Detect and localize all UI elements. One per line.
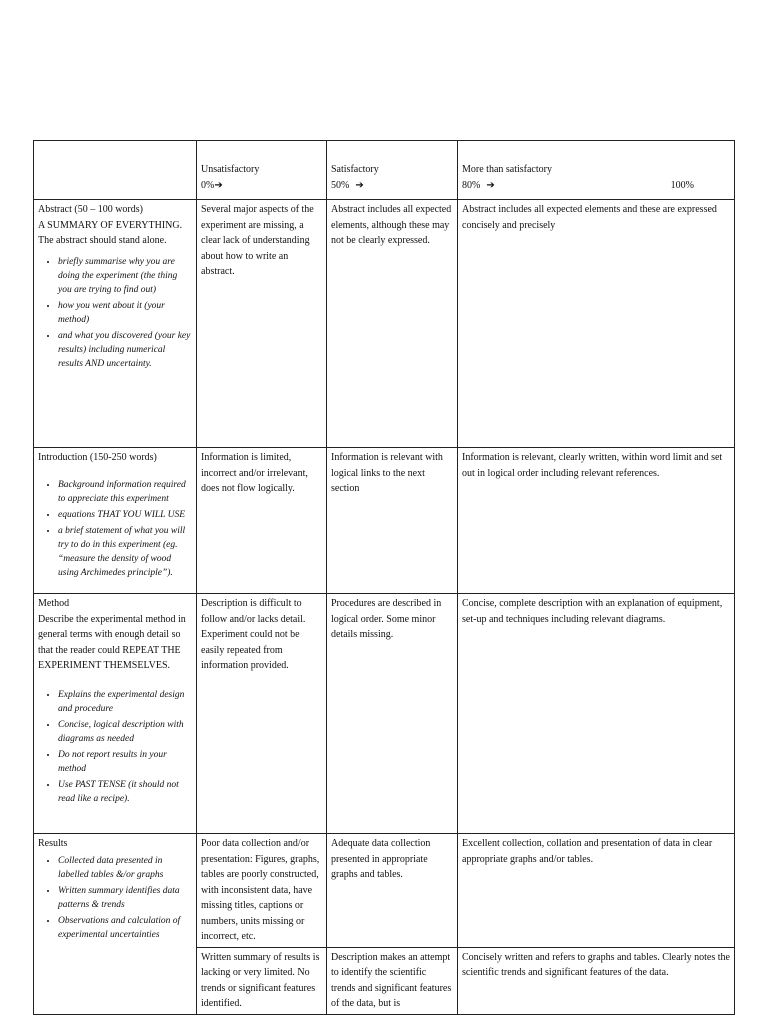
list-item: • equations THAT YOU WILL USE (58, 508, 192, 522)
introduction-unsatisfactory: Information is limited, incorrect and/or irrelevant, does not flow logically. (197, 448, 327, 594)
section-description: Describe the experimental method in general terms with enough detail so that the reader could REPEAT THE EXPERIMENT THEMSELVES. (38, 613, 186, 671)
results-presentation-more-than-satisfactory: Excellent collection, collation and presentation of data in clear appropriate graphs and/or tables. (458, 834, 735, 948)
header-row (34, 141, 735, 200)
level-percent: 50% (331, 179, 350, 191)
section-title: Introduction (150-250 words) (38, 452, 157, 463)
list-item: • Observations and calculation of experimental uncertainties (58, 914, 192, 942)
abstract-unsatisfactory: Several major aspects of the experiment are missing, a clear lack of understanding about how to write an abstract. (197, 200, 327, 448)
method-row (34, 594, 735, 834)
level-title: Satisfactory (331, 164, 379, 175)
arrow-icon: ➔ (355, 179, 364, 191)
list-item: • Concise, logical description with diagrams as needed (58, 718, 192, 746)
list-item: • Use PAST TENSE (it should not read like a recipe). (58, 778, 192, 806)
level-title: More than satisfactory (462, 164, 552, 175)
abstract-criteria (34, 200, 197, 448)
list-item: • Do not report results in your method (58, 748, 192, 776)
bullet-list (38, 688, 192, 806)
bullet-list (38, 854, 192, 942)
introduction-criteria (34, 448, 197, 594)
bullet-list (38, 255, 192, 371)
section-title: Abstract (50 – 100 words) (38, 204, 143, 215)
abstract-satisfactory: Abstract includes all expected elements, although these may not be clearly expressed. (327, 200, 458, 448)
introduction-more-than-satisfactory: Information is relevant, clearly written, within word limit and set out in logical order including relevant references. (458, 448, 735, 594)
results-summary-more-than-satisfactory: Concisely written and refers to graphs and tables. Clearly notes the scientific trends and significant features of the data. (458, 947, 735, 1014)
level-percent-low: 80% (462, 179, 481, 191)
abstract-row (34, 200, 735, 448)
header-unsatisfactory (197, 141, 327, 200)
results-criteria (34, 834, 197, 1015)
results-presentation-unsatisfactory: Poor data collection and/or presentation: Figures, graphs, tables are poorly constructed, with inconsistent data, have missing titles, captions or numbers, units missing or incorrect, etc. (197, 834, 327, 948)
method-unsatisfactory: Description is difficult to follow and/or lacks detail. Experiment could not be easily repeated from information provided. (197, 594, 327, 834)
abstract-more-than-satisfactory: Abstract includes all expected elements and these are expressed concisely and precisely (458, 200, 735, 448)
list-item: • and what you discovered (your key results) including numerical results AND uncertainty. (58, 329, 192, 371)
list-item: • briefly summarise why you are doing the experiment (the thing you are trying to find out) (58, 255, 192, 297)
header-satisfactory (327, 141, 458, 200)
level-percent: 0% (201, 179, 215, 191)
introduction-row (34, 448, 735, 594)
results-presentation-satisfactory: Adequate data collection presented in appropriate graphs and tables. (327, 834, 458, 948)
list-item: • Explains the experimental design and procedure (58, 688, 192, 716)
level-percent-high: 100% (670, 179, 694, 191)
list-item: • how you went about it (your method) (58, 299, 192, 327)
level-title: Unsatisfactory (201, 164, 260, 175)
introduction-satisfactory: Information is relevant with logical links to the next section (327, 448, 458, 594)
marking-rubric-table (33, 140, 735, 1015)
results-row-1 (34, 834, 735, 948)
section-summary: A SUMMARY OF EVERYTHING. The abstract should stand alone. (38, 219, 183, 246)
list-item: • Collected data presented in labelled tables &/or graphs (58, 854, 192, 882)
method-satisfactory: Procedures are described in logical order. Some minor details missing. (327, 594, 458, 834)
list-item: • Background information required to appreciate this experiment (58, 478, 192, 506)
arrow-icon: ➔ (486, 179, 495, 191)
results-summary-unsatisfactory: Written summary of results is lacking or very limited. No trends or significant features identified. (197, 947, 327, 1014)
method-more-than-satisfactory: Concise, complete description with an explanation of equipment, set-up and techniques including relevant diagrams. (458, 594, 735, 834)
header-more-than-satisfactory (458, 141, 735, 200)
bullet-list (38, 478, 192, 580)
results-summary-satisfactory: Description makes an attempt to identify the scientific trends and significant features of the data, but is (327, 947, 458, 1014)
arrow-icon: ➔ (214, 179, 223, 191)
list-item: • a brief statement of what you will try to do in this experiment (eg. “measure the density of wood using Archimedes principle”). (58, 524, 192, 580)
header-empty-cell (34, 141, 197, 200)
list-item: • Written summary identifies data patterns & trends (58, 884, 192, 912)
method-criteria (34, 594, 197, 834)
section-title: Results (38, 838, 68, 849)
section-title: Method (38, 598, 70, 609)
